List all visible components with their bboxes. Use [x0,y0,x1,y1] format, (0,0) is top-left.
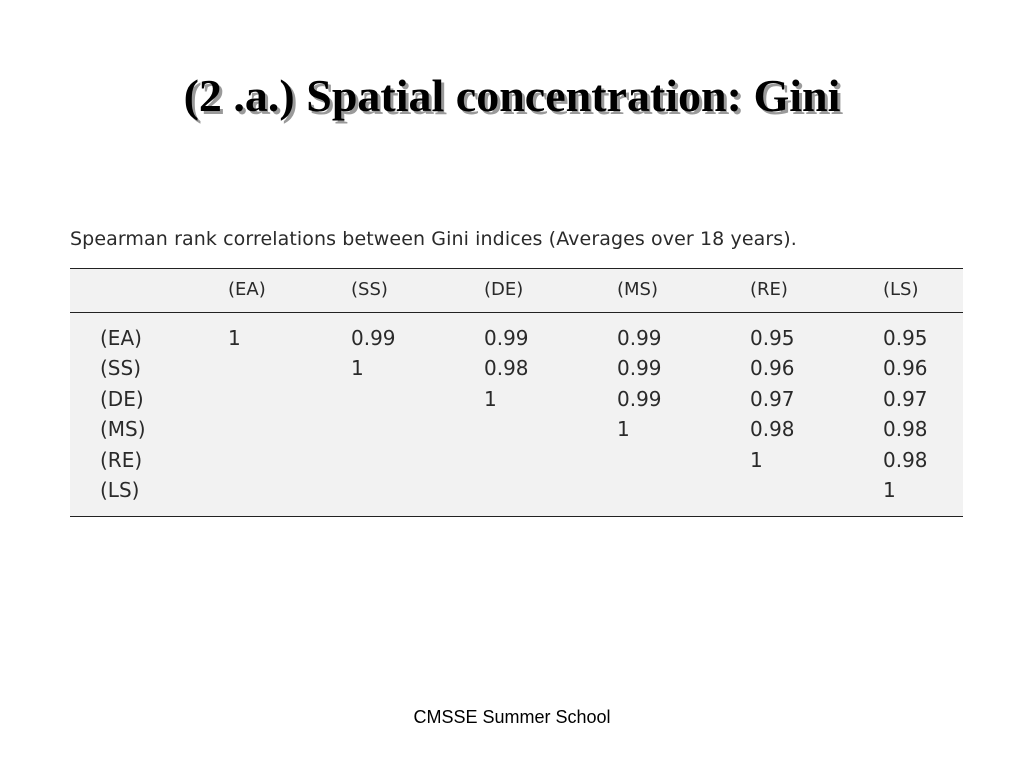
table-cell: 1 [351,356,364,380]
column-header: (RE) [750,279,788,300]
table-cell: 0.99 [351,326,396,350]
slide-footer: CMSSE Summer School [413,707,611,727]
table-cell: 1 [228,326,241,350]
column-header: (SS) [351,279,388,300]
row-label: (SS) [100,356,141,380]
table-cell: 0.99 [617,356,662,380]
table-cell: 0.99 [617,387,662,411]
correlation-table [70,268,963,517]
table-cell: 0.96 [750,356,795,380]
table-cell: 0.96 [883,356,928,380]
table-cell: 1 [484,387,497,411]
table-cell: 0.95 [883,326,928,350]
row-label: (DE) [100,387,144,411]
table-cell: 0.98 [883,417,928,441]
slide-title: (2 .a.) Spatial concentration: Gini [183,70,841,121]
column-header: (LS) [883,279,919,300]
table-cell: 0.97 [750,387,795,411]
table-header-row [70,269,963,313]
column-header: (DE) [484,279,524,300]
column-header: (EA) [228,279,266,300]
row-label: (RE) [100,448,143,472]
table-cell: 1 [883,478,896,502]
table-cell: 1 [617,417,630,441]
table-cell: 0.99 [617,326,662,350]
row-label: (LS) [100,478,140,502]
row-label: (EA) [100,326,142,350]
table-cell: 0.95 [750,326,795,350]
column-header: (MS) [617,279,659,300]
table-cell: 0.97 [883,387,928,411]
row-label: (MS) [100,417,146,441]
table-cell: 0.98 [883,448,928,472]
table-cell: 0.99 [484,326,529,350]
table-cell: 0.98 [750,417,795,441]
table-caption: Spearman rank correlations between Gini indices (Averages over 18 years). [70,228,797,250]
table-cell: 1 [750,448,763,472]
table-cell: 0.98 [484,356,529,380]
